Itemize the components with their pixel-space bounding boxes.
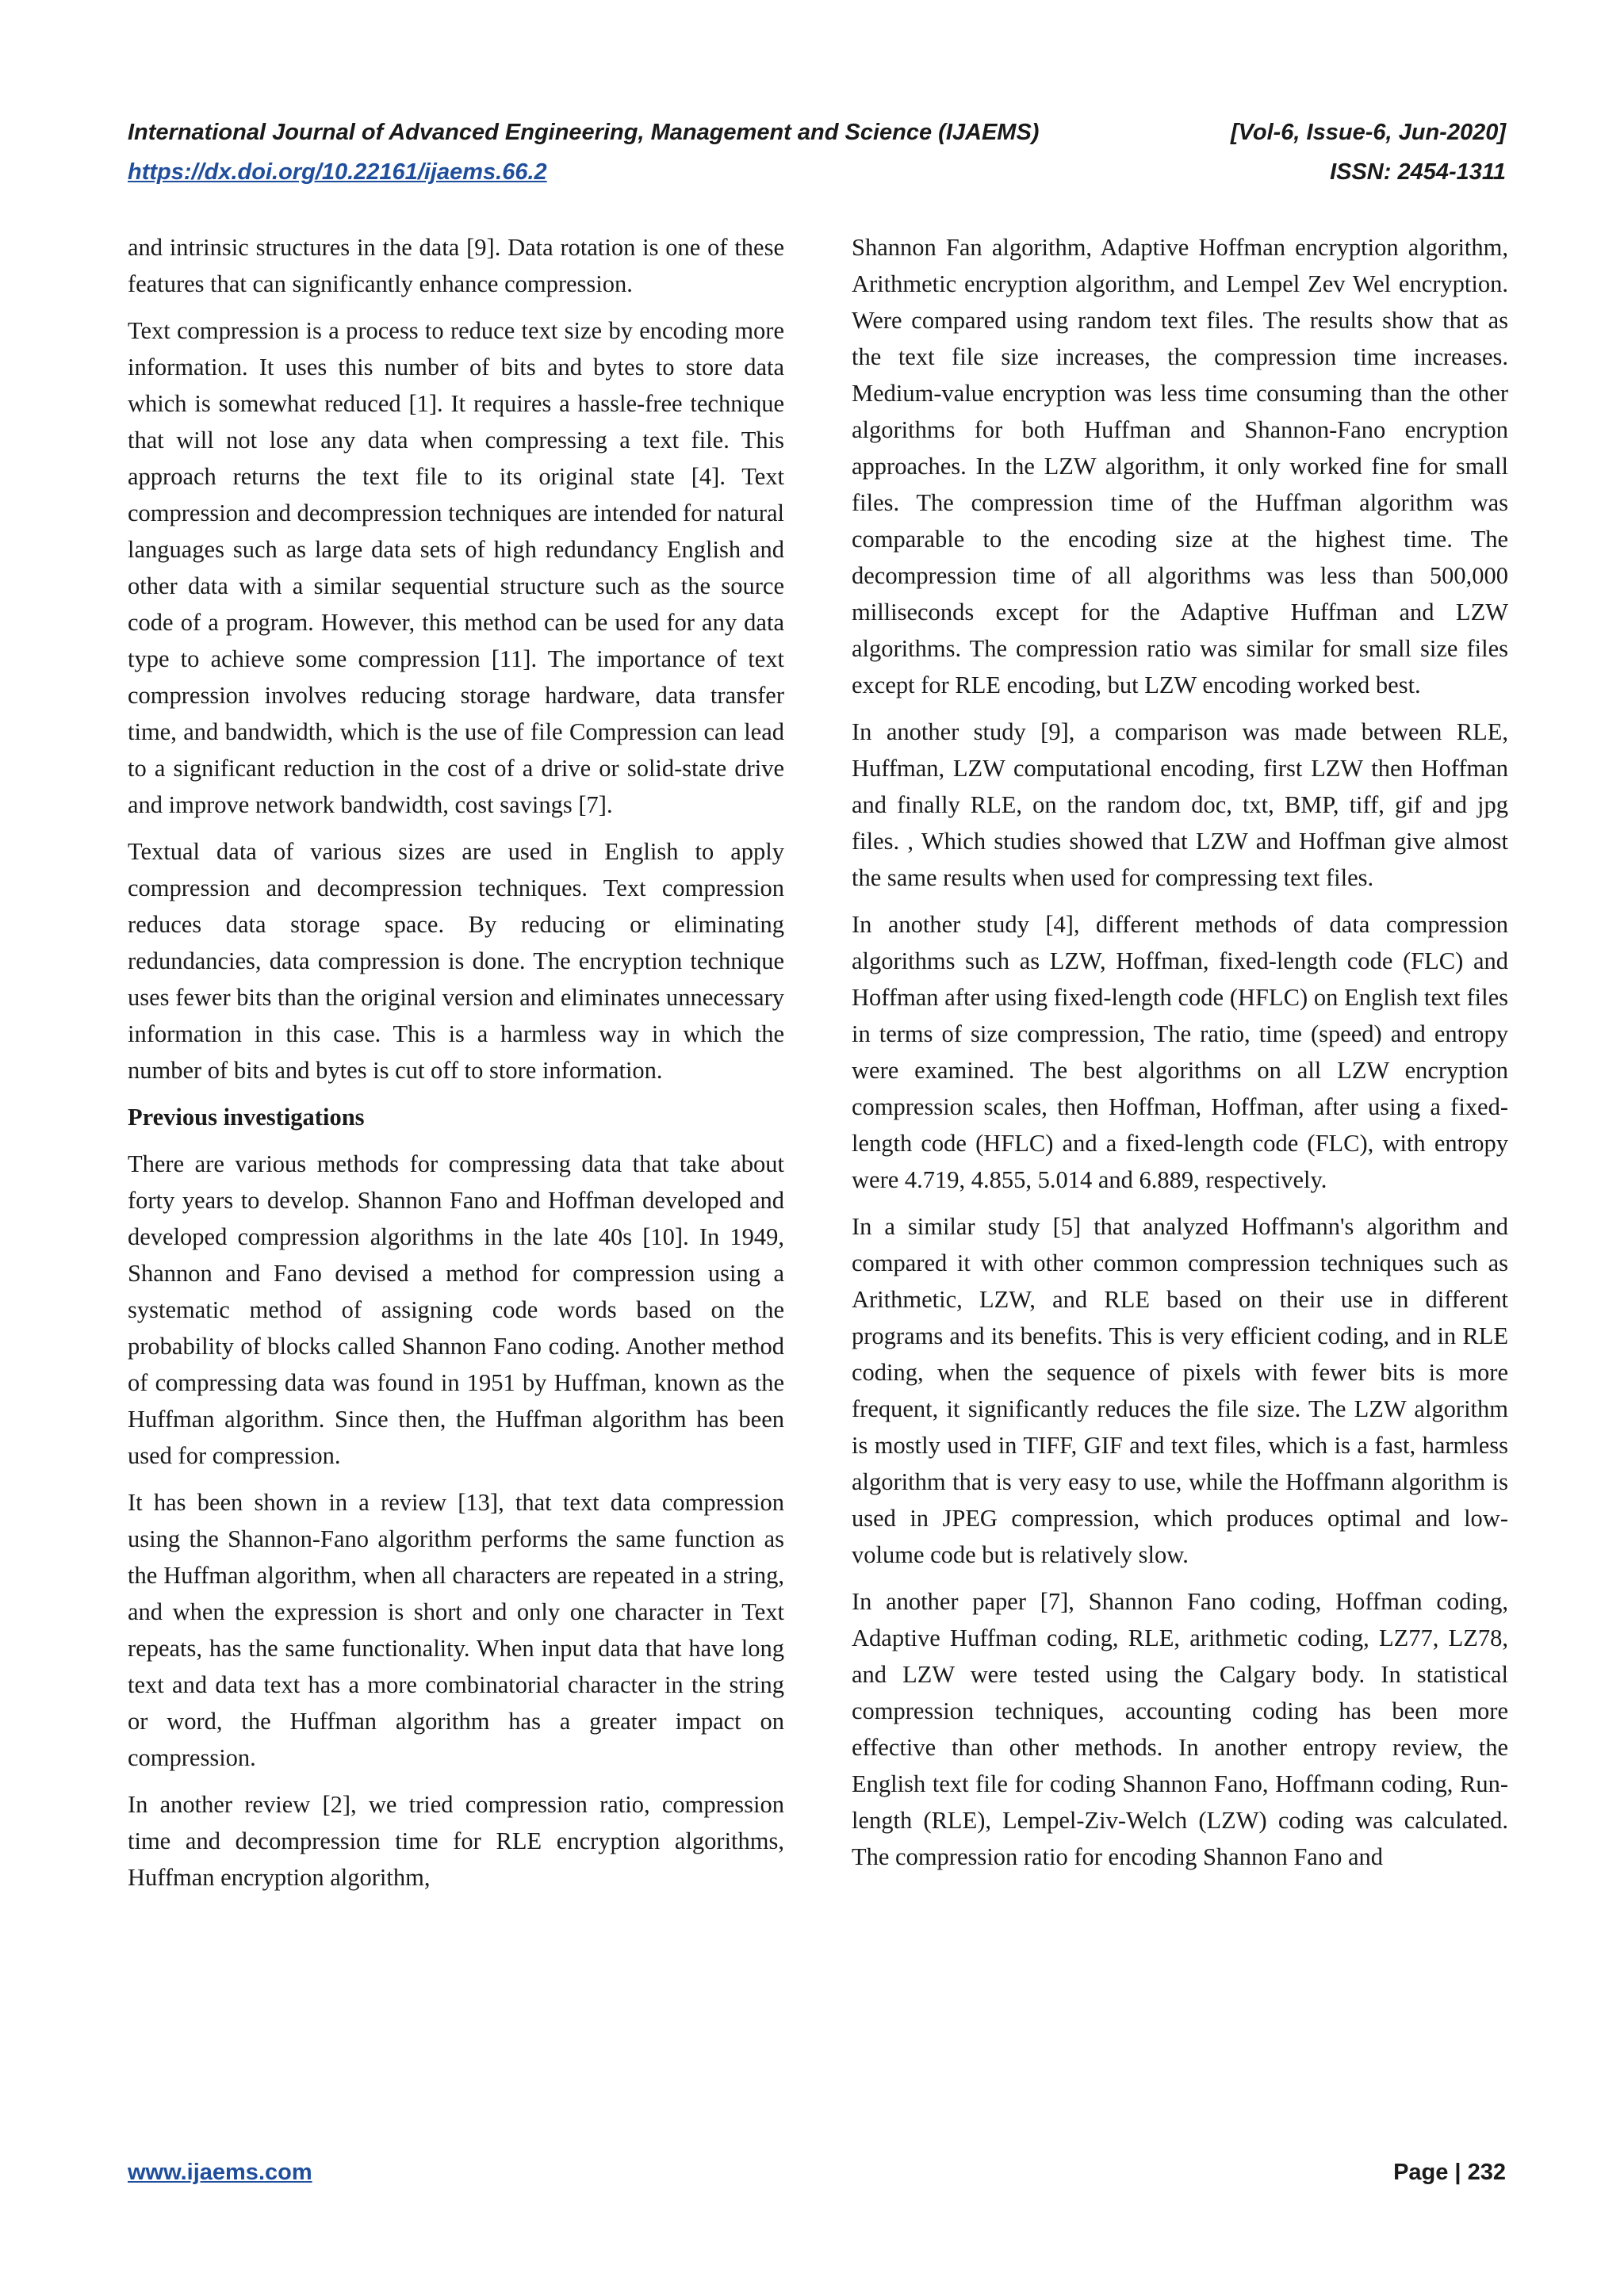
- paragraph: Textual data of various sizes are used in English to apply compression and decompression techniques. Text compression reduces data storage space. By reducing or eliminating redundancies, data compression is done. The encryption technique uses fewer bits than the original version and eliminates unnecessary information in this case. This is a harmless way in which the number of bits and bytes is cut off to store information.: [128, 838, 784, 1084]
- paragraph: Shannon Fan algorithm, Adaptive Hoffman encryption algorithm, Arithmetic encryption algorithm, and Lempel Zev Wel encryption. Were compared using random text files. The results show that as the text file size increases, the compression time increases. Medium-value encryption was less time consuming than the other algorithms for both Huffman and Shannon-Fano encryption approaches. In the LZW algorithm, it only worked fine for small files. The compression time of the Huffman algorithm was comparable to the encoding size at the highest time. The decompression time of all algorithms was less than 500,000 milliseconds except for the Adaptive Huffman and LZW algorithms. The compression ratio was similar for small size files except for RLE encoding, but LZW encoding worked best.: [852, 234, 1508, 698]
- website-link[interactable]: www.ijaems.com: [128, 2160, 312, 2185]
- section-heading: Previous investigations: [128, 1104, 365, 1131]
- paragraph: There are various methods for compressing data that take about forty years to develop. Shannon Fano and Hoffman developed and developed compression algorithms in the late 40s [10]. In 1949, Shannon and Fano devised a method for compression using a systematic method of assigning code words based on the probability of blocks called Shannon Fano coding. Another method of compressing data was found in 1951 by Huffman, known as the Huffman algorithm. Since then, the Huffman algorithm has been used for compression.: [128, 1150, 784, 1469]
- left-column: [128, 229, 784, 1906]
- page-number: Page | 232: [1393, 2160, 1506, 2185]
- paragraph: Text compression is a process to reduce text size by encoding more information. It uses this number of bits and bytes to store data which is somewhat reduced [1]. It requires a hassle-free technique that will not lose any data when compressing a text file. This approach returns the text file to its original state [4]. Text compression and decompression techniques are intended for natural languages such as large data sets of high redundancy English and other data with a similar sequential structure such as the source code of a program. However, this method can be used for any data type to achieve some compression [11]. The importance of text compression involves reducing storage hardware, data transfer time, and bandwidth, which is the use of file Compression can lead to a significant reduction in the cost of a drive or solid-state drive and improve network bandwidth, cost savings [7].: [128, 317, 784, 818]
- volume-issue: [Vol-6, Issue-6, Jun-2020]: [1230, 120, 1506, 145]
- running-header-line-1: [128, 115, 1506, 150]
- paragraph: It has been shown in a review [13], that text data compression using the Shannon-Fano algorithm performs the same function as the Huffman algorithm, when all characters are repeated in a string, and when the expression is short and only one character in Text repeats, has the same functionality. When input data that have long text and data text has a more combinatorial character in the string or word, the Huffman algorithm has a greater impact on compression.: [128, 1489, 784, 1771]
- paragraph: In another paper [7], Shannon Fano coding, Hoffman coding, Adaptive Huffman coding, RLE, arithmetic coding, LZ77, LZ78, and LZW were tested using the Calgary body. In statistical compression techniques, accounting coding has been more effective than other methods. In another entropy review, the English text file for coding Shannon Fano, Hoffmann coding, Run-length (RLE), Lempel-Ziv-Welch (LZW) coding was calculated. The compression ratio for encoding Shannon Fano and: [852, 1588, 1508, 1870]
- paragraph: and intrinsic structures in the data [9]. Data rotation is one of these features that can significantly enhance compression.: [128, 234, 784, 297]
- journal-title: International Journal of Advanced Engineering, Management and Science (IJAEMS): [128, 120, 1040, 145]
- page-footer: [128, 2155, 1506, 2190]
- issn: ISSN: 2454-1311: [1330, 159, 1506, 185]
- doi-link[interactable]: https://dx.doi.org/10.22161/ijaems.66.2: [128, 159, 547, 185]
- right-column: [852, 229, 1508, 1885]
- paragraph: In a similar study [5] that analyzed Hoffmann's algorithm and compared it with other common compression techniques such as Arithmetic, LZW, and RLE based on their use in different programs and its benefits. This is very efficient coding, and in RLE coding, when the sequence of pixels with fewer bits is more frequent, it significantly reduces the file size. The LZW algorithm is mostly used in TIFF, GIF and text files, which is a fast, harmless algorithm that is very easy to use, while the Hoffmann algorithm is used in JPEG compression, which produces optimal and low-volume code but is relatively slow.: [852, 1213, 1508, 1568]
- running-header-line-2: [128, 155, 1506, 189]
- paragraph: In another study [4], different methods of data compression algorithms such as LZW, Hoffman, fixed-length code (FLC) and Hoffman after using fixed-length code (HFLC) on English text files in terms of size compression, The ratio, time (speed) and entropy were examined. The best algorithms on all LZW encryption compression scales, then Hoffman, Hoffman, after using a fixed-length code (HFLC) and a fixed-length code (FLC), with entropy were 4.719, 4.855, 5.014 and 6.889, respectively.: [852, 911, 1508, 1193]
- paragraph: In another study [9], a comparison was made between RLE, Huffman, LZW computational encoding, first LZW then Hoffman and finally RLE, on the random doc, txt, BMP, tiff, gif and jpg files. , Which studies showed that LZW and Hoffman give almost the same results when used for compressing text files.: [852, 718, 1508, 891]
- paragraph: In another review [2], we tried compression ratio, compression time and decompression time for RLE encryption algorithms, Huffman encryption algorithm,: [128, 1791, 784, 1891]
